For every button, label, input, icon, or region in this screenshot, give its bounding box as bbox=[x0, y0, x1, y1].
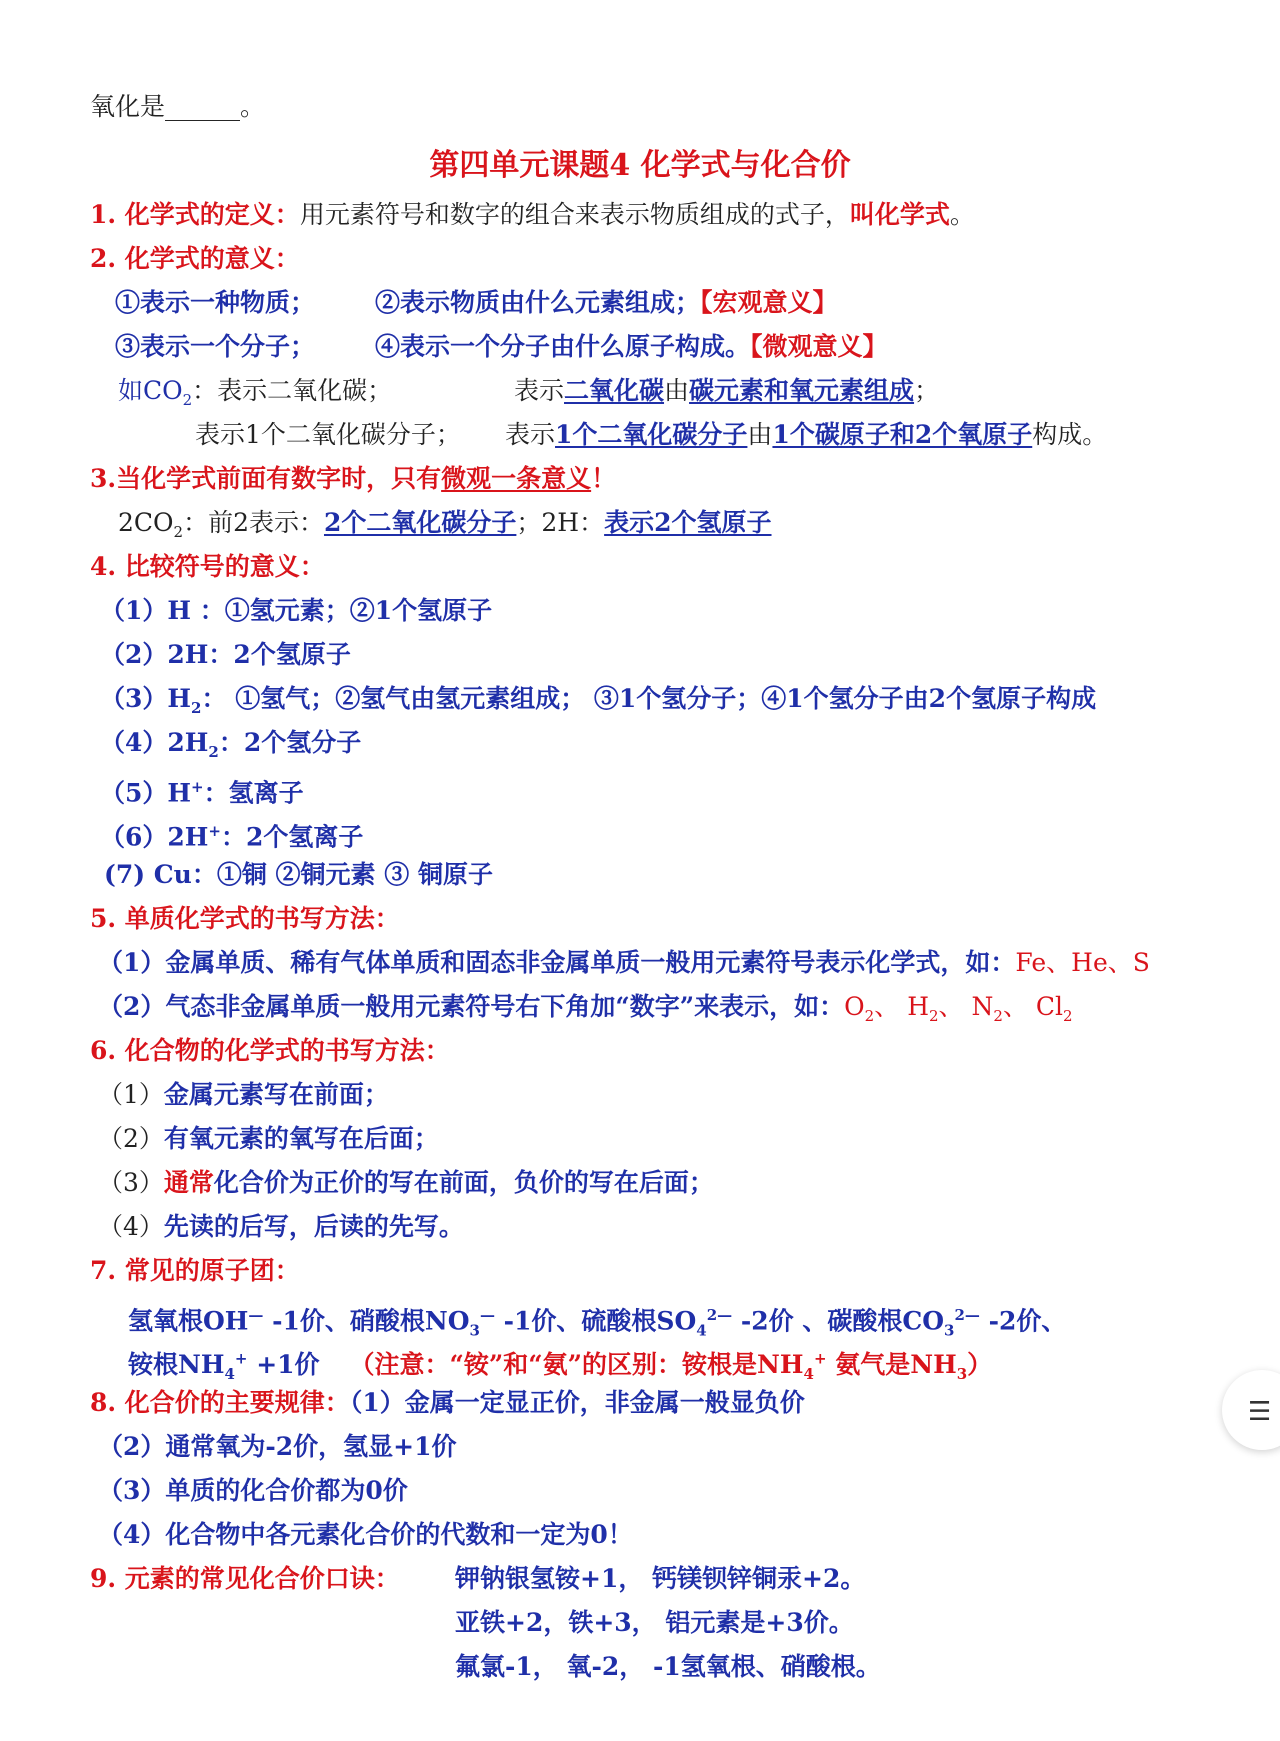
meaning-3: ③表示一个分子； bbox=[115, 332, 316, 361]
section-3-head-end: ！ bbox=[591, 464, 617, 493]
section-6-heading: 6. 化合物的化学式的书写方法： bbox=[90, 1036, 450, 1065]
section-3-head-underline: 微观一条意义 bbox=[441, 464, 592, 493]
section-1-body: 用元素符号和数字的组合来表示物质组成的式子， bbox=[299, 200, 850, 229]
section-8-rule-1: （1）金属一定显正价，非金属一般显负价 bbox=[349, 1388, 805, 1417]
macro-tag: 【宏观意义】 bbox=[700, 288, 838, 317]
section-6-line-4 bbox=[98, 1210, 464, 1244]
section-6-num-4: （4） bbox=[98, 1212, 164, 1241]
radical-co3-valence: -2价、 bbox=[979, 1306, 1067, 1336]
section-8-rule-3: （3）单质的化合价都为0价 bbox=[98, 1476, 408, 1505]
section-6-text-2: 有氧元素的氧写在后面； bbox=[163, 1124, 439, 1153]
example-co2-prefix: 如CO bbox=[118, 376, 183, 405]
symbol-item-3-sub: 2 bbox=[191, 699, 202, 717]
example-c: 表示1个二氧化碳分子； bbox=[195, 420, 461, 449]
top-line: 氧化是______。 bbox=[90, 92, 266, 121]
radical-so4-sup: 2— bbox=[706, 1306, 733, 1324]
meaning-2-text: ②表示物质由什么元素组成； bbox=[375, 288, 701, 317]
section-1-tail: 叫化学式 bbox=[849, 200, 950, 229]
radical-note-sub: 4 bbox=[803, 1365, 814, 1384]
example-row-2 bbox=[195, 418, 1108, 452]
example-b bbox=[514, 374, 939, 408]
gas-h: H bbox=[907, 992, 929, 1021]
section-8-rule-2: （2）通常氧为-2价，氢显+1价 bbox=[98, 1432, 457, 1461]
symbol-item-4-text: 2个氢分子 bbox=[243, 728, 362, 757]
meaning-1: ①表示一种物质； bbox=[115, 288, 316, 317]
section-6-text-4: 先读的后写，后读的先写。 bbox=[163, 1212, 464, 1241]
ex-2co2 bbox=[118, 508, 184, 541]
example-b4: 碳元素和氧元素组成 bbox=[689, 376, 915, 405]
symbol-item-6 bbox=[100, 814, 363, 854]
section-6-text-1: 金属元素写在前面； bbox=[163, 1080, 389, 1109]
radical-note bbox=[349, 1350, 993, 1384]
radical-co3-sup: 2— bbox=[954, 1306, 980, 1324]
ex-2co2-sub: 2 bbox=[173, 523, 184, 541]
ex-answer-2: 表示2个氢原子 bbox=[604, 508, 772, 537]
symbol-item-4-sub: 2 bbox=[208, 743, 219, 761]
radical-no3-sub: 3 bbox=[469, 1321, 480, 1340]
symbol-item-5-label: （5）H bbox=[100, 778, 192, 808]
ex-2co2-text: 2CO bbox=[118, 508, 174, 537]
example-d3: 由 bbox=[747, 420, 773, 449]
gas-sep-3: 、 bbox=[1002, 992, 1028, 1021]
section-6-line-3 bbox=[98, 1166, 714, 1200]
radical-row-2 bbox=[128, 1342, 992, 1391]
example-co2 bbox=[118, 376, 193, 409]
example-row-1 bbox=[118, 374, 940, 417]
radical-oh-sup: — bbox=[248, 1306, 264, 1324]
radical-co3: -2价 、碳酸根CO bbox=[732, 1306, 944, 1336]
section-9-heading: 9. 元素的常见化合价口诀： bbox=[90, 1564, 400, 1593]
section-3-head-text: 3.当化学式前面有数字时，只有 bbox=[90, 464, 442, 493]
symbol-item-5-colon: ： bbox=[203, 778, 229, 808]
section-1-end: 。 bbox=[949, 200, 975, 229]
symbol-item-3-label: （3）H bbox=[100, 684, 192, 713]
symbol-item-2 bbox=[100, 638, 351, 672]
meaning-row-1 bbox=[115, 286, 838, 320]
symbol-item-2-label: （2）2H： bbox=[100, 640, 234, 669]
section-8-rule-4: （4）化合物中各元素化合价的代数和一定为0！ bbox=[98, 1520, 633, 1549]
example-d bbox=[505, 418, 1107, 452]
radical-so4-sub: 4 bbox=[696, 1321, 707, 1340]
section-5-heading: 5. 单质化学式的书写方法： bbox=[90, 904, 400, 933]
radical-no3: -1价、硝酸根NO bbox=[263, 1306, 470, 1336]
radical-note-a: （注意：“铵”和“氨”的区别：铵根是NH bbox=[349, 1350, 804, 1380]
section-5-line-1-examples: Fe、He、S bbox=[1015, 948, 1150, 977]
symbol-item-7-label: (7) Cu： bbox=[104, 860, 217, 889]
example-a: ：表示二氧化碳； bbox=[192, 376, 393, 405]
section-5-line-2-examples bbox=[844, 992, 1073, 1025]
section-5-line-2 bbox=[98, 990, 1073, 1033]
symbol-item-3-text: ①氢气；②氢气由氢元素组成； ③1个氢分子；④1个氢分子由2个氢原子构成 bbox=[226, 684, 1097, 713]
symbol-item-6-label: （6）2H bbox=[100, 822, 209, 852]
example-co2-sub: 2 bbox=[182, 391, 193, 409]
section-7-heading: 7. 常见的原子团： bbox=[90, 1256, 300, 1285]
symbol-item-5-sup: + bbox=[191, 778, 204, 796]
ex-answer-1: 2个二氧化碳分子 bbox=[323, 508, 517, 537]
gas-sep-2: 、 bbox=[938, 992, 964, 1021]
gas-o: O bbox=[844, 992, 865, 1021]
gas-h-sub: 2 bbox=[929, 1007, 939, 1025]
symbol-item-6-colon: ： bbox=[221, 822, 247, 852]
symbol-item-4 bbox=[100, 726, 361, 769]
section-5-line-2-text: （2）气态非金属单质一般用元素符号右下角加“数字”来表示，如： bbox=[98, 992, 845, 1021]
ex-label-1: ：前2表示： bbox=[183, 508, 324, 537]
example-b1: 表示 bbox=[514, 376, 565, 405]
radical-note-end: ） bbox=[967, 1350, 993, 1380]
mnemonic-line-3: 氟氯-1， 氧-2， -1氢氧根、硝酸根。 bbox=[455, 1652, 881, 1681]
ex-label-2: ；2H： bbox=[516, 508, 605, 537]
symbol-item-3-colon: ： bbox=[201, 684, 227, 713]
symbol-item-4-colon: ： bbox=[218, 728, 244, 757]
section-3-heading bbox=[90, 462, 616, 496]
symbol-item-1-label: （1）H ： bbox=[100, 596, 225, 625]
radical-co3-sub: 3 bbox=[944, 1321, 955, 1340]
example-b5: ； bbox=[914, 376, 940, 405]
section-6-line-1 bbox=[98, 1078, 389, 1112]
radical-so4: -1价、硫酸根SO bbox=[494, 1306, 697, 1336]
meaning-4-text: ④表示一个分子由什么原子构成。 bbox=[375, 332, 751, 361]
radical-no3-sup: — bbox=[479, 1306, 495, 1324]
radical-nh4-text: 铵根NH bbox=[128, 1350, 225, 1380]
example-d2: 1个二氧化碳分子 bbox=[555, 420, 748, 449]
radical-note-sup: + bbox=[813, 1350, 827, 1368]
symbol-item-7-text: ①铜 ②铜元素 ③ 铜原子 bbox=[216, 860, 493, 889]
micro-tag: 【微观意义】 bbox=[750, 332, 888, 361]
section-6-line-2 bbox=[98, 1122, 439, 1156]
example-d4: 1个碳原子和2个氧原子 bbox=[772, 420, 1033, 449]
symbol-item-4-label: （4）2H bbox=[100, 728, 209, 757]
gas-cl: Cl bbox=[1035, 992, 1064, 1021]
symbol-item-3 bbox=[100, 682, 1096, 725]
symbol-item-6-text: 2个氢离子 bbox=[246, 822, 364, 852]
gas-sep-1: 、 bbox=[874, 992, 900, 1021]
section-5-line-1-text: （1）金属单质、稀有气体单质和固态非金属单质一般用元素符号表示化学式，如： bbox=[98, 948, 1016, 977]
section-3-example bbox=[118, 506, 772, 549]
section-2-heading: 2. 化学式的意义： bbox=[90, 244, 300, 273]
section-6-text-3a: 通常 bbox=[163, 1168, 214, 1197]
symbol-item-5 bbox=[100, 770, 304, 810]
section-4-heading: 4. 比较符号的意义： bbox=[90, 552, 325, 581]
gas-o-sub: 2 bbox=[864, 1007, 875, 1025]
radical-note-b-sub: 3 bbox=[956, 1365, 968, 1384]
section-1 bbox=[90, 198, 975, 232]
section-6-num-1: （1） bbox=[98, 1080, 164, 1109]
section-5-line-1 bbox=[98, 946, 1150, 980]
menu-icon: ☰ bbox=[1248, 1397, 1272, 1427]
symbol-item-7 bbox=[104, 858, 493, 892]
symbol-item-1 bbox=[100, 594, 492, 628]
radical-nh4 bbox=[128, 1350, 320, 1384]
gas-n-sub: 2 bbox=[993, 1007, 1003, 1025]
radical-nh4-valence: +1价 bbox=[247, 1350, 320, 1380]
gas-cl-sub: 2 bbox=[1063, 1007, 1073, 1025]
example-b2: 二氧化碳 bbox=[564, 376, 665, 405]
section-8-heading: 8. 化合价的主要规律： bbox=[90, 1388, 350, 1417]
meaning-row-2 bbox=[115, 330, 888, 364]
example-b3: 由 bbox=[664, 376, 690, 405]
section-6-text-3b: 化合价为正价的写在前面，负价的写在后面； bbox=[213, 1168, 714, 1197]
symbol-item-6-sup: + bbox=[208, 822, 221, 840]
example-d5: 构成。 bbox=[1032, 420, 1108, 449]
symbol-item-5-text: 氢离子 bbox=[228, 778, 304, 808]
example-d1: 表示 bbox=[505, 420, 556, 449]
menu-button[interactable] bbox=[1222, 1370, 1280, 1450]
section-8-line-1 bbox=[90, 1386, 805, 1420]
section-6-num-3: （3） bbox=[98, 1168, 164, 1197]
meaning-2 bbox=[375, 286, 838, 320]
gas-n: N bbox=[971, 992, 994, 1021]
radical-note-b: 氨气是NH bbox=[826, 1350, 957, 1380]
mnemonic-line-1: 钾钠银氢铵+1， 钙镁钡锌铜汞+2。 bbox=[455, 1564, 866, 1593]
meaning-4 bbox=[375, 330, 888, 364]
symbol-item-1-text: ①氢元素；②1个氢原子 bbox=[224, 596, 493, 625]
radical-nh4-sup: + bbox=[234, 1350, 248, 1368]
radical-row-1 bbox=[128, 1298, 1066, 1347]
symbol-item-2-text: 2个氢原子 bbox=[233, 640, 351, 669]
section-6-num-2: （2） bbox=[98, 1124, 164, 1153]
mnemonic-line-2: 亚铁+2，铁+3， 铝元素是+3价。 bbox=[455, 1608, 854, 1637]
section-1-heading: 1. 化学式的定义： bbox=[90, 200, 300, 229]
page-title: 第四单元课题4 化学式与化合价 bbox=[429, 148, 851, 183]
radical-nh4-sub: 4 bbox=[224, 1365, 235, 1384]
radical-oh: 氢氧根OH bbox=[128, 1306, 249, 1336]
